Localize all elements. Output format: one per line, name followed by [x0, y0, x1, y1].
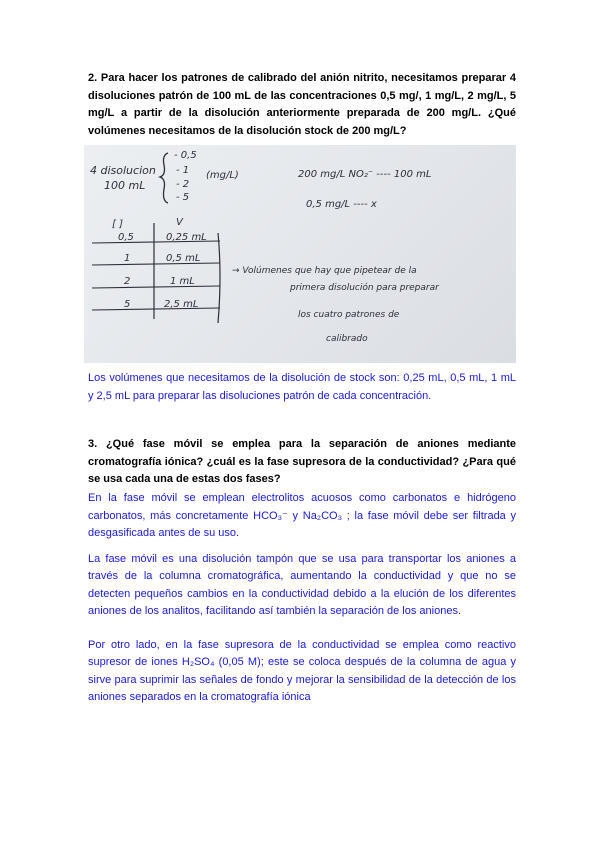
- note-line-3: los cuatro patrones de: [298, 310, 400, 320]
- note-conc-4: - 5: [176, 192, 190, 203]
- table-rule: [92, 308, 220, 310]
- note-disolucion-label: 4 disolucion: [90, 164, 156, 177]
- table-row-4-concentration: 5: [124, 299, 131, 310]
- note-brace: [160, 153, 168, 203]
- handwritten-notes-drawing: [84, 145, 516, 363]
- note-units: (mg/L): [206, 170, 239, 181]
- answer-3-paragraph-2: La fase móvil es una disolución tampón que se usa para transportar los aniones a través de la columna cromatográfica, aumentando la conductividad y que no se detecten pequeños cambios en la conductividad debido a la elución de los diferentes aniones de los analitos, facilitando así también la separación de los aniones.: [88, 552, 516, 617]
- answer-3-block: [88, 490, 516, 707]
- table-rule: [92, 286, 220, 288]
- note-conc-2: - 1: [176, 165, 190, 176]
- table-header-volume: V: [176, 217, 183, 228]
- table-rule: [92, 263, 220, 265]
- note-line-1: → Volúmenes que hay que pipetear de la: [232, 266, 417, 276]
- handwritten-notes-photo: [84, 145, 516, 363]
- answer-2-text: Los volúmenes que necesitamos de la disolución de stock son: 0,25 mL, 0,5 mL, 1 mL y 2,5 mL para preparar las disoluciones patrón de cada concentración.: [88, 372, 516, 402]
- table-row-4-volume: 2,5 mL: [164, 299, 199, 310]
- answer-3-paragraph-1: En la fase móvil se emplean electrolitos acuosos como carbonatos e hidrógeno carbonatos, más concretamente HCO₃⁻ y Na₂CO₃ ; la fase móvil debe ser filtrada y desgasificada antes de su uso.: [88, 492, 516, 539]
- note-stock-line-1: 200 mg/L NO₂⁻ ---- 100 mL: [298, 169, 432, 180]
- table-bracket: [218, 233, 220, 323]
- note-conc-1: - 0,5: [174, 150, 197, 161]
- note-conc-3: - 2: [176, 179, 190, 190]
- note-line-2: primera disolución para preparar: [290, 283, 439, 293]
- table-row-2-volume: 0,5 mL: [166, 253, 201, 264]
- table-row-3-concentration: 2: [124, 276, 131, 287]
- table-header-concentration: [ ]: [112, 219, 123, 230]
- note-line-4: calibrado: [326, 334, 368, 344]
- table-row-3-volume: 1 mL: [170, 276, 195, 287]
- table-row-2-concentration: 1: [124, 253, 131, 264]
- question-3-text: 3. ¿Qué fase móvil se emplea para la separación de aniones mediante cromatografía iónica? ¿cuál es la fase supresora de la conductividad? ¿Para qué se usa cada una de estas dos fases?: [88, 438, 516, 485]
- question-2-text: 2. Para hacer los patrones de calibrado del anión nitrito, necesitamos preparar 4 disoluciones patrón de 100 mL de las concentraciones 0,5 mg/, 1 mg/L, 2 mg/L, 5 mg/L a partir de la disolución anteriormente preparada de 200 mg/L. ¿Qué volúmenes necesitamos de la disolución stock de 200 mg/L?: [88, 72, 516, 137]
- table-row-1-volume: 0,25 mL: [166, 232, 207, 243]
- note-volume-label: 100 mL: [104, 179, 146, 192]
- note-stock-line-2: 0,5 mg/L ---- x: [306, 199, 377, 210]
- table-row-1-concentration: 0,5: [118, 232, 134, 243]
- answer-3-paragraph-3: Por otro lado, en la fase supresora de la conductividad se emplea como reactivo supresor de iones H₂SO₄ (0,05 M); este se coloca después de la columna de agua y sirve para suprimir las señales de fondo y mejorar la sensibilidad de la detección de los aniones separados en la cromatografía iónica: [88, 638, 516, 703]
